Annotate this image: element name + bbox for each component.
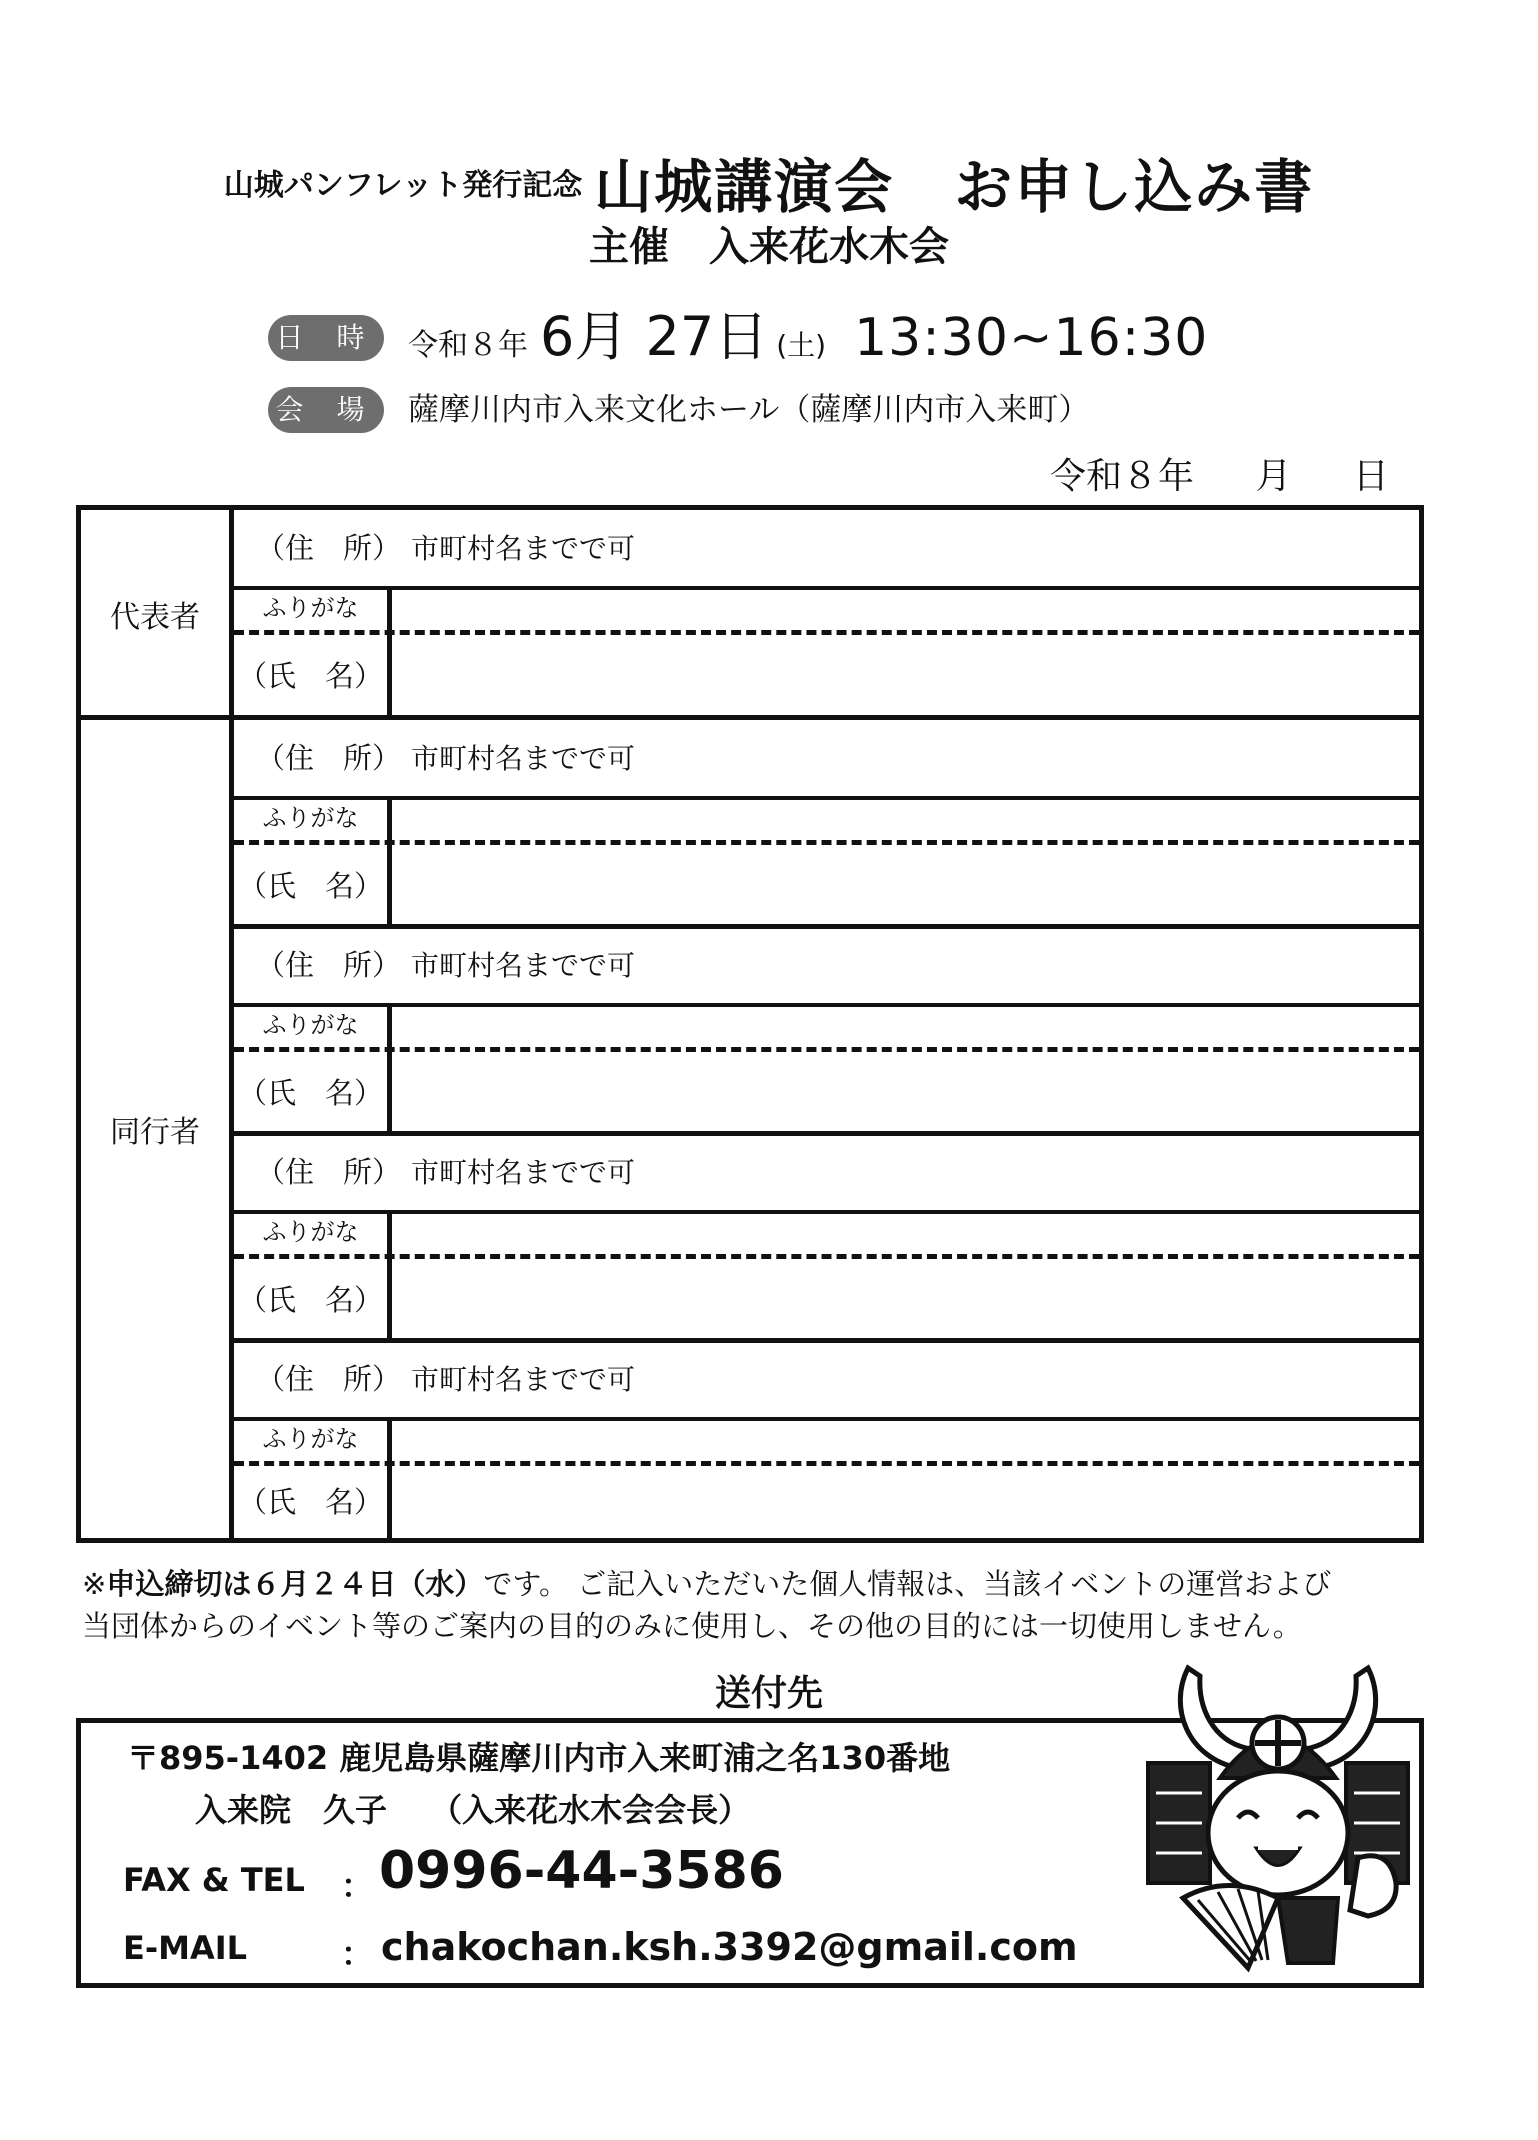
application-form <box>76 505 1424 1543</box>
fax-tel-number: 0996-44-3586 <box>379 1841 784 1901</box>
address-field[interactable] <box>234 510 1419 590</box>
address-note: 市町村名までで可 <box>411 1156 636 1189</box>
furigana-label: ふりがな <box>234 1421 392 1465</box>
address-note: 市町村名までで可 <box>411 742 636 775</box>
address-label: （住 所） <box>256 1362 402 1396</box>
address-label: （住 所） <box>256 741 402 775</box>
companion-group <box>81 720 1419 1538</box>
notice-text-1: です。 ご記入いただいた個人情報は、当該イベントの運営および <box>483 1567 1332 1601</box>
name-label: （氏 名） <box>234 1051 392 1135</box>
address-label: （住 所） <box>256 1155 402 1189</box>
name-label: （氏 名） <box>234 1465 392 1539</box>
notice-text-2: 当団体からのイベント等のご案内の目的のみに使用し、その他の目的には一切使用しません。 <box>82 1609 1302 1643</box>
address-label: （住 所） <box>256 948 402 982</box>
furigana-divider <box>234 1254 1419 1259</box>
address-note: 市町村名までで可 <box>411 949 636 982</box>
furigana-divider <box>234 840 1419 845</box>
furigana-label: ふりがな <box>234 590 392 634</box>
fax-colon: ： <box>341 1867 374 1905</box>
address-field[interactable] <box>234 720 1419 800</box>
date-weekday: (土) <box>776 329 827 362</box>
furigana-label: ふりがな <box>234 1214 392 1258</box>
name-label: （氏 名） <box>234 634 392 718</box>
representative-entry <box>234 510 1419 718</box>
date-era: 令和８年 <box>408 328 528 363</box>
event-date <box>408 302 1208 372</box>
companion-label: 同行者 <box>81 720 234 1538</box>
address-label: （住 所） <box>256 531 402 565</box>
date-label-badge: 日 時 <box>268 315 384 361</box>
application-date[interactable]: 令和８年 月 日 <box>1050 456 1389 497</box>
notice-mark: ※ <box>82 1567 107 1601</box>
postal-address: 〒895-1402 鹿児島県薩摩川内市入来町浦之名130番地 <box>127 1739 951 1777</box>
address-note: 市町村名までで可 <box>411 532 636 565</box>
send-to-title: 送付先 <box>714 1673 823 1714</box>
address-note: 市町村名までで可 <box>411 1363 636 1396</box>
deadline-text: 申込締切は６月２４日（水） <box>106 1567 484 1601</box>
representative-group <box>81 510 1419 718</box>
companion-entry <box>234 1341 1419 1538</box>
title-line <box>0 140 1538 221</box>
privacy-notice <box>82 1563 1462 1647</box>
furigana-divider <box>234 1461 1419 1466</box>
address-field[interactable] <box>234 927 1419 1007</box>
companion-entry <box>234 927 1419 1135</box>
email-address[interactable]: chakochan.ksh.3392@gmail.com <box>381 1925 1078 1969</box>
event-venue: 薩摩川内市入来文化ホール（薩摩川内市入来町） <box>408 392 1090 428</box>
address-field[interactable] <box>234 1134 1419 1214</box>
email-label: E-MAIL <box>123 1929 248 1967</box>
samurai-mascot-illustration <box>1128 1648 1428 1978</box>
email-colon: ： <box>341 1935 374 1973</box>
companion-entry <box>234 1134 1419 1342</box>
page-title: 山城講演会 お申し込み書 <box>594 153 1315 221</box>
companion-entry <box>234 720 1419 928</box>
name-label: （氏 名） <box>234 844 392 928</box>
furigana-label: ふりがな <box>234 1007 392 1051</box>
contact-person: 入来院 久子 （入来花水木会会長） <box>195 1791 751 1829</box>
furigana-label: ふりがな <box>234 800 392 844</box>
date-month-day: 6月 27日 <box>540 305 769 368</box>
pre-title: 山城パンフレット発行記念 <box>223 168 583 203</box>
furigana-divider <box>234 1047 1419 1052</box>
address-field[interactable] <box>234 1341 1419 1421</box>
representative-label: 代表者 <box>81 510 234 718</box>
event-time: 13:30~16:30 <box>854 308 1209 368</box>
venue-label-badge: 会 場 <box>268 387 384 433</box>
furigana-divider <box>234 630 1419 635</box>
fax-tel-label: FAX & TEL <box>123 1861 305 1899</box>
organizer: 主催 入来花水木会 <box>589 224 949 270</box>
name-label: （氏 名） <box>234 1258 392 1342</box>
